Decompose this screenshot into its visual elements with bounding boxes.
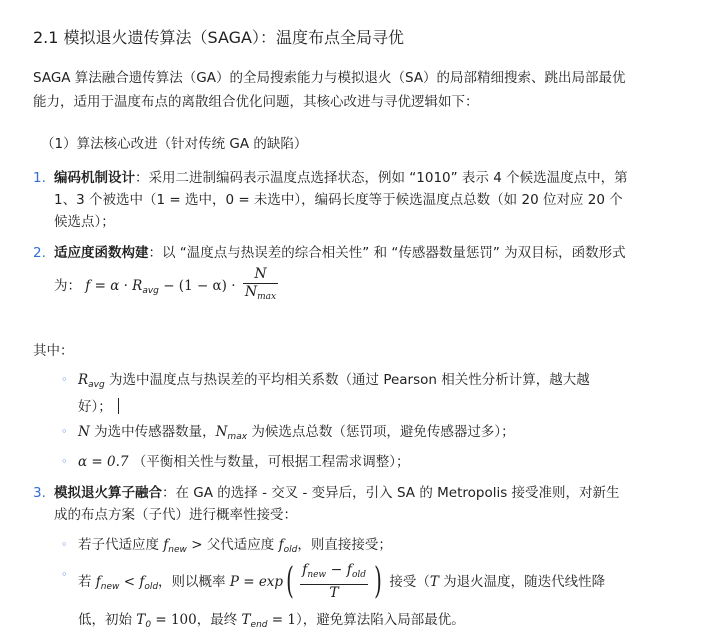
formula-subscript: avg	[142, 286, 159, 296]
where-item-ravg: $R_{avg}$ 为选中温度点与热误差的平均相关系数（通过 Pearson 相关性分析计算，越大越 好）；	[78, 372, 590, 415]
item-text: 候选点）；	[54, 214, 115, 230]
probability-formula: P = exp	[229, 574, 284, 590]
intro-paragraph	[33, 66, 693, 114]
sa-rule-accept: 若子代适应度 $f_{new}$ > 父代适应度 $f_{old}$，则直接接受；	[78, 537, 392, 555]
where-label: 其中：	[33, 343, 74, 359]
text-cursor	[118, 398, 119, 414]
bullet-icon: ◦	[61, 538, 68, 551]
fraction-numerator: N	[243, 266, 278, 284]
item-text: 为：	[54, 278, 81, 294]
probability-fraction: $\frac{f_{new} - f_{old}}{T}$	[302, 562, 367, 601]
fitness-formula-lhs: f = α · R	[85, 278, 143, 294]
where-item-n: N 为选中传感器数量，$N_{max}$ 为候选点总数（惩罚项，避免传感器过多）；	[78, 424, 515, 442]
item-title-encoding: 编码机制设计	[54, 170, 135, 186]
list-item-encoding	[54, 167, 689, 233]
bullet-icon: ◦	[61, 373, 68, 386]
item-title-sa: 模拟退火算子融合	[54, 485, 162, 501]
bullet-icon: ◦	[61, 568, 68, 581]
subsection-heading: （1）算法核心改进（针对传统 GA 的缺陷）	[41, 136, 308, 152]
item-text: ：在 GA 的选择 - 交叉 - 变异后，引入 SA 的 Metropolis 接受准则，对新生	[162, 485, 620, 501]
intro-line-2: 能力，适用于温度布点的离散组合优化问题，其核心改进与寻优逻辑如下：	[33, 94, 479, 110]
list-item-sa-operator	[54, 482, 689, 526]
section-heading: 2.1 模拟退火遗传算法（SAGA）：温度布点全局寻优	[33, 28, 404, 47]
list-number-1: 1.	[33, 170, 46, 186]
item-text: 1、3 个被选中（1 = 选中，0 = 未选中），编码长度等于候选温度点总数（如 20 位对应 20 个	[54, 192, 623, 208]
bullet-icon: ◦	[61, 455, 68, 468]
item-text: ：以 “温度点与热误差的综合相关性” 和 “传感器数量惩罚” 为双目标，函数形式	[148, 245, 626, 261]
fraction-denominator: $N_{max}$	[244, 284, 277, 302]
item-title-fitness: 适应度函数构建	[54, 245, 149, 261]
item-text: 成的布点方案（子代）进行概率性接受：	[54, 507, 297, 523]
fitness-fraction	[243, 266, 278, 306]
list-number-3: 3.	[33, 485, 46, 501]
where-item-alpha: α = 0.7 （平衡相关性与数量，可根据工程需求调整）；	[78, 454, 410, 470]
fitness-formula-mid: − (1 − α) ·	[163, 278, 236, 294]
sa-rule-probability: 若 $f_{new} < f_{old}$，则以概率 P = exp( $\frac{f_{new} - f_{old}}{T}$ ) 接受（T 为退火温度，随迭代线性降 低，初始 $T_0 = 100$，最终 $T_{end} = 1$），避免算法陷入局部最优。	[78, 561, 606, 630]
list-item-fitness	[54, 242, 689, 306]
intro-line-1: SAGA 算法融合遗传算法（GA）的全局搜索能力与模拟退火（SA）的局部精细搜索、跳出局部最优	[33, 70, 626, 86]
left-paren: (	[286, 561, 294, 602]
list-number-2: 2.	[33, 245, 46, 261]
right-paren: )	[374, 561, 382, 602]
item-text: ：采用二进制编码表示温度点选择状态，例如 “1010” 表示 4 个候选温度点中，第	[135, 170, 628, 186]
bullet-icon: ◦	[61, 425, 68, 438]
